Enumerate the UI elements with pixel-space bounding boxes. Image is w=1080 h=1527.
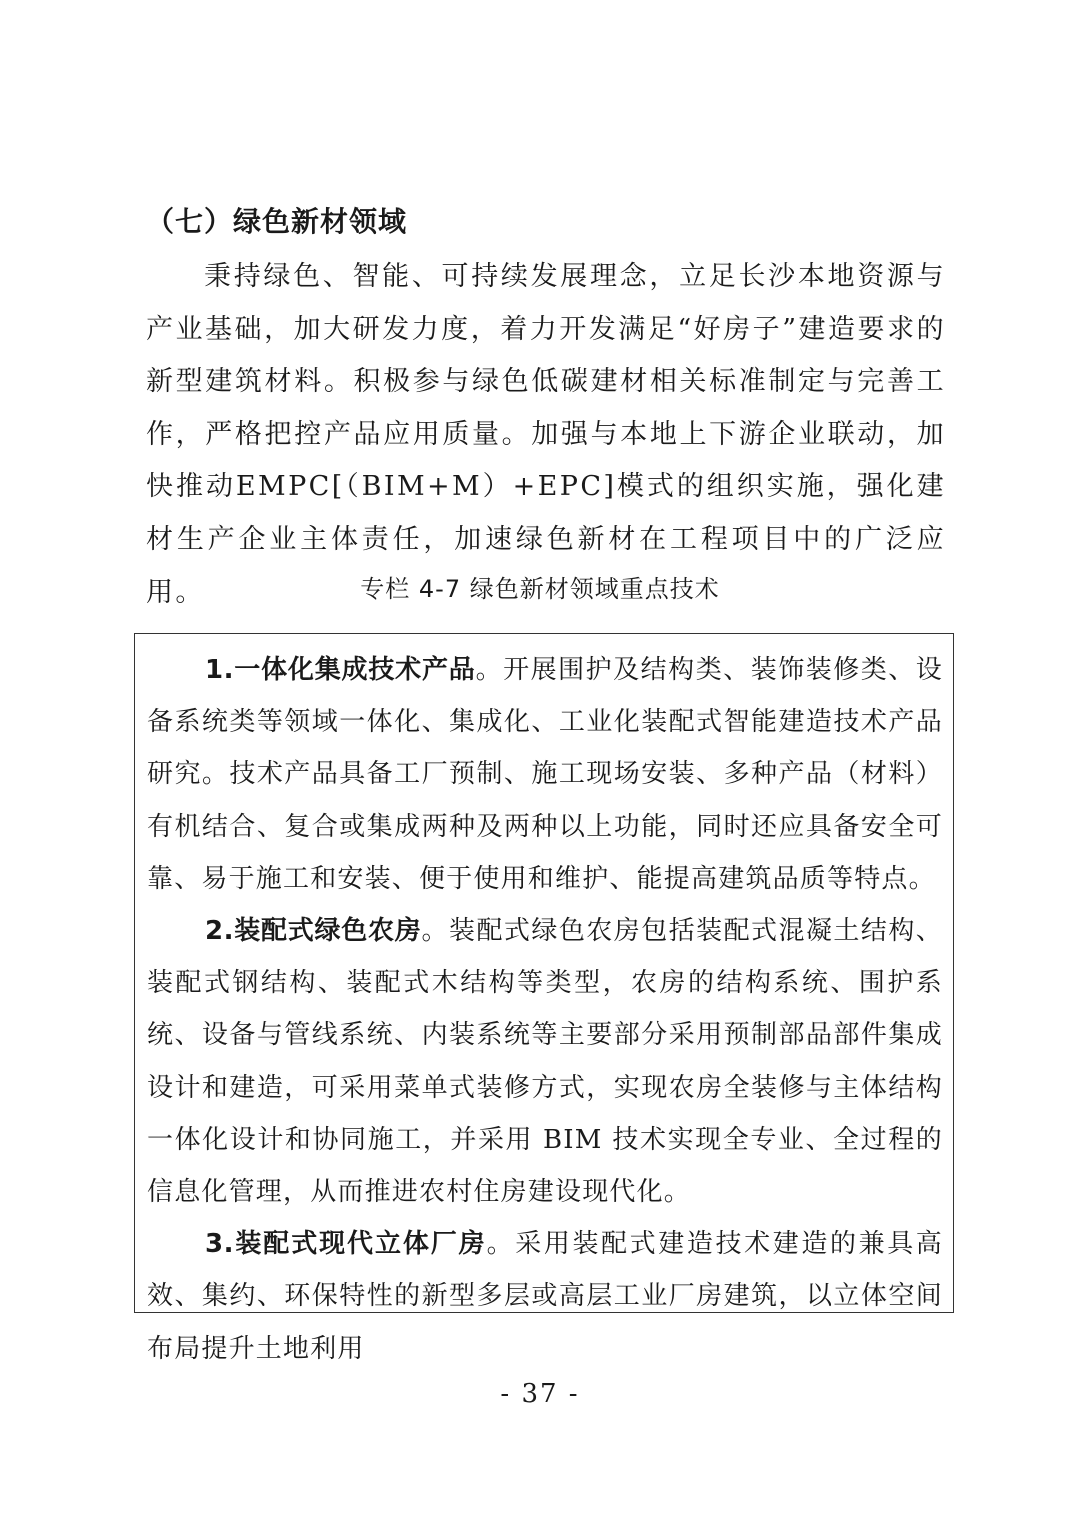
section-heading: （七）绿色新材领域 [146,205,408,238]
column-item-2 [135,905,953,1218]
column-item-2-title: 2.装配式绿色农房 [205,916,422,947]
column-title: 专栏 4-7 绿色新材领域重点技术 [360,575,720,603]
column-item-3 [135,1218,953,1375]
column-item-2-text: 。装配式绿色农房包括装配式混凝土结构、装配式钢结构、装配式木结构等类型，农房的结构系统、围护系统、设备与管线系统、内装系统等主要部分采用预制部品部件集成设计和建造，可采用菜单式装修方式，实现农房全装修与主体结构一体化设计和协同施工，并采用 BIM 技术实现全专业、全过程的信息化管理，从而推进农村住房建设现代化。 [147,916,943,1208]
column-item-1-title: 1.一体化集成技术产品 [205,655,476,685]
column-item-3-title: 3.装配式现代立体厂房 [205,1229,487,1260]
column-item-1-text: 。开展围护及结构类、装饰装修类、设备系统类等领域一体化、集成化、工业化装配式智能建造技术产品研究。技术产品具备工厂预制、施工现场安装、多种产品（材料）有机结合、复合或集成两种及两种以上功能，同时还应具备安全可靠、易于施工和安装、便于使用和维护、能提高建筑品质等特点。 [147,655,943,894]
column-item-3-text: 。采用装配式建造技术建造的兼具高效、集约、环保特性的新型多层或高层工业厂房建筑，以立体空间布局提升土地利用 [147,1229,944,1364]
page-number: - 37 - [500,1379,580,1409]
intro-paragraph: 秉持绿色、智能、可持续发展理念，立足长沙本地资源与产业基础，加大研发力度，着力开发满足“好房子”建造要求的新型建筑材料。积极参与绿色低碳建材相关标准制定与完善工作，严格把控产品应用质量。加强与本地上下游企业联动，加快推动EMPC[（BIM+M）+EPC]模式的组织实施，强化建材生产企业主体责任，加速绿色新材在工程项目中的广泛应用。 [146,261,946,608]
column-item-1 [135,644,953,905]
column-box [134,633,954,1364]
